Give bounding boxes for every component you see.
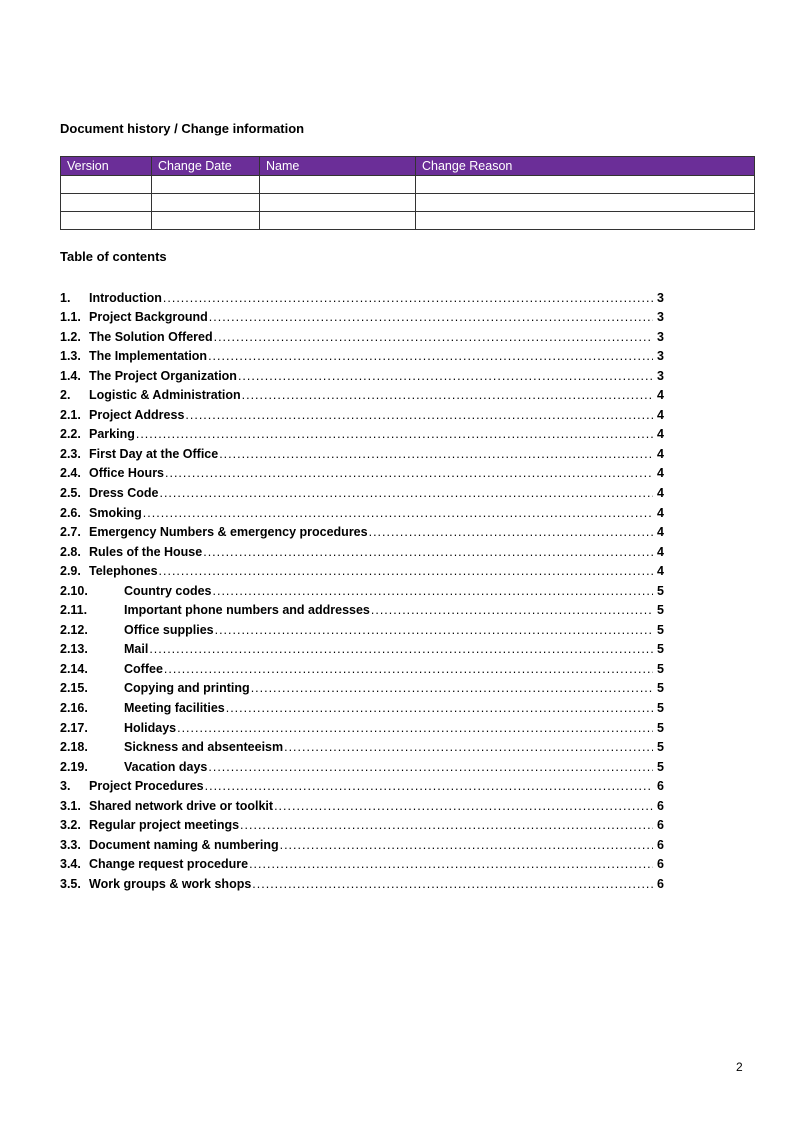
table-cell [416,176,755,194]
toc-entry-page: 4 [657,544,664,559]
toc-entry-number: 3.5. [60,876,81,891]
toc-entry-page: 6 [657,837,664,852]
toc-entry-label: Sickness and absenteeism [124,740,284,755]
toc-entry-label: Smoking [89,505,142,520]
toc-dot-leader [252,877,653,891]
page-number: 2 [736,1060,743,1074]
toc-dot-leader [226,701,653,715]
toc-entry[interactable] [60,500,664,520]
toc-entry[interactable] [60,656,664,676]
toc-entry-label: Project Address [89,407,185,422]
toc-entry[interactable] [60,305,664,325]
toc-entry-number: 2. [60,388,71,403]
toc-entry[interactable] [60,520,664,540]
toc-entry-page: 4 [657,427,664,442]
toc-entry-number: 3. [60,779,71,794]
toc-entry-label: The Project Organization [89,368,237,383]
table-cell [152,212,260,230]
change-history-table [60,156,755,230]
toc-entry[interactable] [60,774,664,794]
toc-dot-leader [159,564,653,578]
toc-entry[interactable] [60,676,664,696]
toc-dot-leader [177,721,653,735]
toc-entry-label: Copying and printing [124,681,250,696]
toc-entry-page: 5 [657,681,664,696]
toc-entry[interactable] [60,735,664,755]
toc-entry-label: Rules of the House [89,544,203,559]
toc-entry-page: 3 [657,310,664,325]
toc-entry-page: 3 [657,329,664,344]
toc-entry-number: 2.3. [60,446,81,461]
toc-entry-page: 4 [657,466,664,481]
toc-dot-leader [208,760,653,774]
toc-entry-page: 4 [657,407,664,422]
toc-entry-page: 4 [657,505,664,520]
toc-dot-leader [208,349,653,363]
toc-entry-label: Document naming & numbering [89,837,279,852]
toc-entry[interactable] [60,578,664,598]
toc-dot-leader [159,486,653,500]
toc-entry-number: 1. [60,290,71,305]
toc-entry-label: Project Procedures [89,779,204,794]
toc-entry[interactable] [60,598,664,618]
toc-entry-page: 5 [657,642,664,657]
toc-entry-page: 5 [657,759,664,774]
toc-entry-number: 2.14. [60,661,88,676]
toc-entry-number: 2.10. [60,583,88,598]
toc-entry-number: 2.4. [60,466,81,481]
toc-entry-label: Mail [124,642,149,657]
toc-entry-page: 6 [657,779,664,794]
toc-entry-label: Parking [89,427,135,442]
toc-entry-number: 2.16. [60,701,88,716]
toc-entry-page: 5 [657,583,664,598]
toc-dot-leader [280,838,653,852]
toc-dot-leader [214,330,653,344]
table-cell [152,194,260,212]
toc-entry-number: 2.6. [60,505,81,520]
toc-entry-label: Coffee [124,661,163,676]
toc-entry-number: 2.8. [60,544,81,559]
toc-entry[interactable] [60,871,664,891]
toc-entry[interactable] [60,715,664,735]
column-header-name: Name [260,157,416,176]
toc-entry-label: Vacation days [124,759,208,774]
toc-entry[interactable] [60,617,664,637]
toc-entry[interactable] [60,754,664,774]
toc-dot-leader [249,857,653,871]
toc-entry-label: The Solution Offered [89,329,213,344]
toc-entry-number: 1.3. [60,349,81,364]
table-cell [152,176,260,194]
toc-dot-leader [238,369,653,383]
toc-entry[interactable] [60,559,664,579]
toc-entry-label: Work groups & work shops [89,876,252,891]
table-row [61,212,755,230]
toc-entry[interactable] [60,539,664,559]
toc-entry-label: Change request procedure [89,857,249,872]
toc-entry-page: 5 [657,661,664,676]
toc-entry[interactable] [60,852,664,872]
toc-entry-page: 4 [657,446,664,461]
toc-entry-label: Country codes [124,583,212,598]
toc-dot-leader [205,779,653,793]
toc-entry-page: 4 [657,486,664,501]
toc-dot-leader [203,545,653,559]
toc-entry-number: 2.17. [60,720,88,735]
toc-entry[interactable] [60,422,664,442]
toc-entry-label: Holidays [124,720,177,735]
toc-entry[interactable] [60,480,664,500]
toc-entry-label: Project Background [89,310,208,325]
toc-dot-leader [371,603,653,617]
toc-entry-number: 2.15. [60,681,88,696]
table-cell [416,212,755,230]
toc-entry-label: Regular project meetings [89,818,240,833]
table-cell [61,194,152,212]
toc-entry-page: 5 [657,740,664,755]
toc-entry-number: 3.3. [60,837,81,852]
toc-entry-number: 2.5. [60,486,81,501]
toc-entry[interactable] [60,344,664,364]
toc-dot-leader [242,388,653,402]
toc-entry[interactable] [60,637,664,657]
table-cell [61,212,152,230]
toc-entry-page: 5 [657,603,664,618]
toc-dot-leader [219,447,653,461]
column-header-change-reason: Change Reason [416,157,755,176]
toc-dot-leader [284,740,653,754]
toc-entry-page: 4 [657,525,664,540]
table-cell [260,194,416,212]
toc-dot-leader [251,681,653,695]
toc-entry-number: 2.2. [60,427,81,442]
toc-entry-number: 2.7. [60,525,81,540]
toc-dot-leader [213,584,653,598]
toc-entry-number: 2.12. [60,622,88,637]
table-row [61,194,755,212]
toc-dot-leader [136,427,653,441]
toc-entry-page: 6 [657,798,664,813]
toc-entry-number: 1.4. [60,368,81,383]
toc-entry[interactable] [60,285,664,305]
toc-entry-label: First Day at the Office [89,446,219,461]
toc-entry-number: 3.4. [60,857,81,872]
toc-entry[interactable] [60,793,664,813]
table-cell [260,212,416,230]
toc-entry-number: 3.2. [60,818,81,833]
toc-entry-page: 3 [657,349,664,364]
toc-entry-number: 2.18. [60,740,88,755]
toc-entry-number: 2.13. [60,642,88,657]
toc-entry[interactable] [60,402,664,422]
toc-entry-number: 2.19. [60,759,88,774]
toc-entry[interactable] [60,363,664,383]
toc-dot-leader [143,506,653,520]
toc-dot-leader [185,408,653,422]
toc-entry-label: Meeting facilities [124,701,225,716]
toc-entry-page: 3 [657,290,664,305]
toc-entry[interactable] [60,813,664,833]
toc-dot-leader [209,310,653,324]
toc-entry-label: Emergency Numbers & emergency procedures [89,525,368,540]
toc-entry-number: 2.1. [60,407,81,422]
table-cell [260,176,416,194]
toc-dot-leader [369,525,653,539]
toc-entry[interactable] [60,441,664,461]
toc-entry[interactable] [60,461,664,481]
toc-entry-page: 4 [657,388,664,403]
toc-entry-label: The Implementation [89,349,208,364]
toc-dot-leader [164,662,653,676]
toc-entry-number: 2.9. [60,564,81,579]
toc-entry-number: 3.1. [60,798,81,813]
toc-entry[interactable] [60,383,664,403]
table-of-contents [60,285,664,891]
toc-dot-leader [215,623,653,637]
document-history-title: Document history / Change information [60,121,305,136]
column-header-change-date: Change Date [152,157,260,176]
toc-entry-label: Logistic & Administration [89,388,241,403]
table-header-row [61,157,755,176]
toc-entry-label: Telephones [89,564,158,579]
toc-entry-page: 4 [657,564,664,579]
toc-entry-number: 2.11. [60,603,88,618]
toc-entry-page: 6 [657,818,664,833]
toc-dot-leader [149,642,653,656]
toc-entry[interactable] [60,695,664,715]
table-row [61,176,755,194]
toc-dot-leader [274,799,653,813]
table-of-contents-title: Table of contents [60,249,167,264]
toc-entry-page: 6 [657,876,664,891]
toc-entry-page: 5 [657,720,664,735]
table-cell [61,176,152,194]
toc-entry-label: Office Hours [89,466,165,481]
table-cell [416,194,755,212]
toc-entry-number: 1.2. [60,329,81,344]
toc-entry-label: Office supplies [124,622,214,637]
toc-entry[interactable] [60,324,664,344]
toc-entry-label: Important phone numbers and addresses [124,603,370,618]
toc-entry-page: 6 [657,857,664,872]
toc-entry-page: 3 [657,368,664,383]
toc-entry-page: 5 [657,622,664,637]
toc-entry-label: Shared network drive or toolkit [89,798,274,813]
column-header-version: Version [61,157,152,176]
toc-entry-page: 5 [657,701,664,716]
toc-entry-label: Dress Code [89,486,159,501]
toc-dot-leader [163,291,653,305]
toc-entry-number: 1.1. [60,310,81,325]
toc-entry[interactable] [60,832,664,852]
toc-entry-label: Introduction [89,290,162,305]
toc-dot-leader [240,818,653,832]
toc-dot-leader [165,466,653,480]
